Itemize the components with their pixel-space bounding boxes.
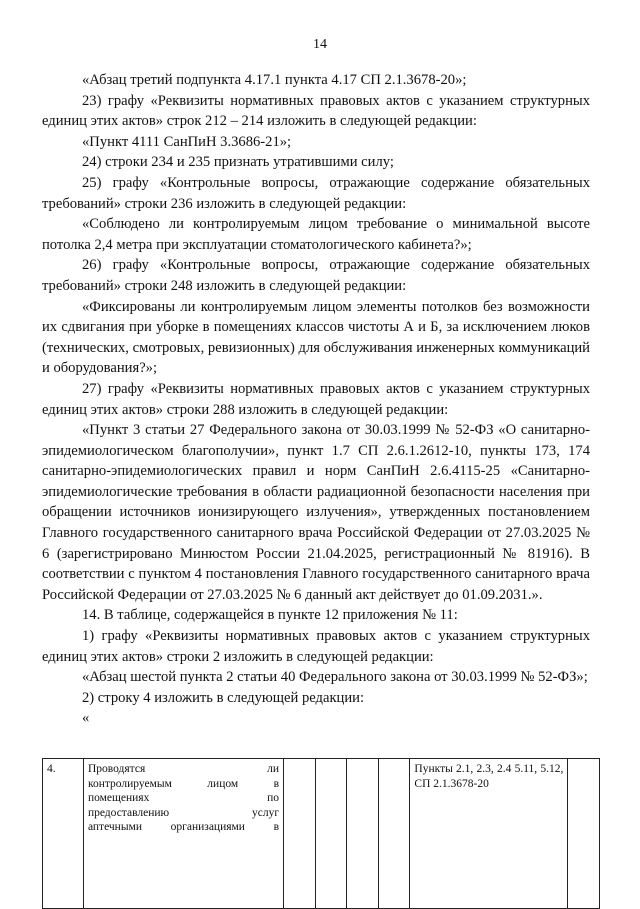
paragraph: «Фиксированы ли контролируемым лицом элементы потолков без возможности их сдвигания при уборке в помещениях классов чистоты А и Б, за исключением люков (технических, смотровых, ревизионных) для обслуживания инженерных коммуникаций и оборудования?»; [42, 298, 590, 377]
question-line: Проводятся ли [87, 763, 280, 775]
paragraph: «Соблюдено ли контролируемым лицом требование о минимальной высоте потолка 2,4 метра при эксплуатации стоматологического кабинета?»; [42, 216, 590, 253]
reference-cell: Пункты 2.1, 2.3, 2.4 5.11, 5.12, СП 2.1.3678-20 [410, 759, 568, 909]
paragraph: «Пункт 3 статьи 27 Федерального закона от 30.03.1999 № 52-ФЗ «О санитарно-эпидемиологическом благополучии», пункт 1.7 СП 2.6.1.2612-10, пункты 173, 174 санитарно-эпидемиологических правил и норм СанПиН 2.6.4115-25 «Санитарно-эпидемиологические требования в области радиационной безопасности населения при обращении источников ионизирующего излучения», утвержденных постановлением Главного государственного санитарного врача Российской Федерации от 27.03.2025 № 6 (зарегистрировано Минюстом России 21.04.2025, регистрационный № 81916). В соответствии с пунктом 4 постановления Главного государственного санитарного врача Российской Федерации от 27.03.2025 № 6 данный акт действует до 01.09.2031.». [42, 422, 590, 603]
table-fragment [42, 758, 600, 909]
question-cell [83, 759, 283, 909]
empty-cell [378, 759, 410, 909]
question-line: предоставлению услуг [87, 806, 280, 819]
question-line: контролируемым лицом в [87, 777, 280, 790]
paragraph: 25) графу «Контрольные вопросы, отражающие содержание обязательных требований» строки 236 изложить в следующей редакции: [42, 174, 590, 212]
paragraph: 14. В таблице, содержащейся в пункте 12 приложения № 11: [82, 607, 458, 624]
paragraph: 2) строку 4 изложить в следующей редакции: [82, 689, 365, 706]
table-row [43, 759, 600, 909]
paragraph: «Абзац шестой пункта 2 статьи 40 Федерального закона от 30.03.1999 № 52-ФЗ»; [82, 669, 588, 686]
paragraph: «Пункт 4111 СанПиН 3.3686-21»; [82, 133, 292, 150]
document-body [42, 70, 590, 729]
question-line: помещениях по [87, 792, 280, 804]
question-line: аптечными организациями в [87, 821, 280, 833]
paragraph: 27) графу «Реквизиты нормативных правовых актов с указанием структурных единиц этих актов» строки 288 изложить в следующей редакции: [42, 380, 590, 418]
opening-quote: « [82, 710, 90, 727]
empty-cell [284, 759, 316, 909]
page-number: 14 [313, 37, 327, 52]
empty-cell [347, 759, 379, 909]
empty-cell [315, 759, 347, 909]
empty-cell [568, 759, 600, 909]
paragraph: 24) строки 234 и 235 признать утратившими силу; [82, 154, 394, 171]
paragraph: «Абзац третий подпункта 4.17.1 пункта 4.17 СП 2.1.3678-20»; [82, 72, 467, 88]
paragraph: 23) графу «Реквизиты нормативных правовых актов с указанием структурных единиц этих актов» строк 212 – 214 изложить в следующей редакции: [42, 92, 590, 130]
paragraph: 1) графу «Реквизиты нормативных правовых актов с указанием структурных единиц этих актов» строки 2 изложить в следующей редакции: [42, 628, 590, 665]
row-number-cell: 4. [43, 759, 84, 909]
paragraph: 26) графу «Контрольные вопросы, отражающие содержание обязательных требований» строки 248 изложить в следующей редакции: [42, 257, 590, 294]
